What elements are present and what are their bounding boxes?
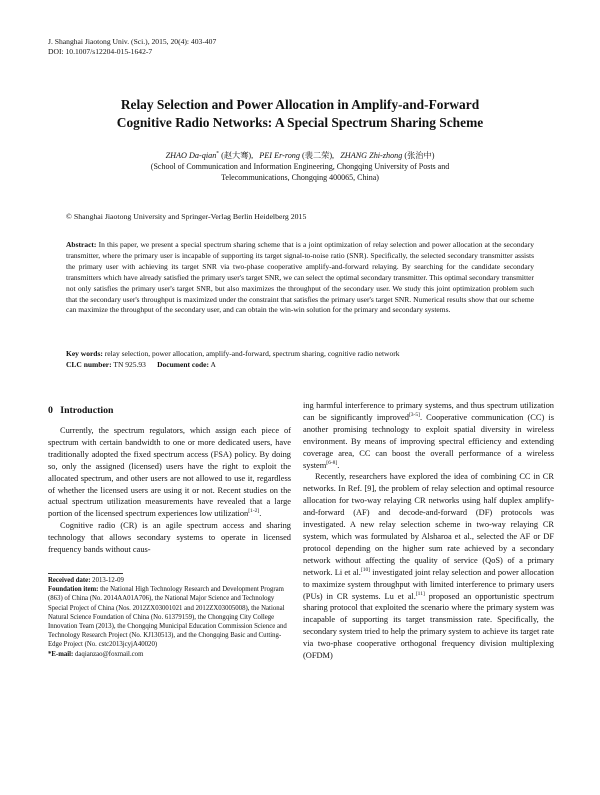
keywords-text: relay selection, power allocation, amplify-and-forward, spectrum sharing, cognitive radio network (104, 349, 400, 358)
document-code-value: A (210, 360, 216, 369)
journal-doi: DOI: 10.1007/s12204-015-1642-7 (48, 47, 153, 56)
left-column (48, 425, 291, 556)
keywords-label: Key words: (66, 349, 103, 358)
footnote-rule (48, 573, 123, 574)
paragraph: ing harmful interference to primary systems, and thus spectrum utilization can be significantly improved[3-5]. Cooperative communication (CC) is another promising technology to exploit spatial diversity in wireless environment. By means of improving spectral efficiency and extending coverage area, CC can boost the overall performance of a wireless system[6-8]. (303, 401, 554, 470)
author-list (40, 150, 560, 161)
abstract-text: In this paper, we present a special spectrum sharing scheme that is a joint optimization of relay selection and power allocation at the secondary transmitter, where the primary user is incapable of supporting its target signal-to-noise ratio (SNR). Specifically, the selected secondary transmitter assists the primary user with achieving its target SNR via two-phase cooperative amplify-and-forward relaying. By searching for the candidate secondary transmitters which have already satisfied the primary user's target SNR, we can select the optimal secondary transmitter. This optimal secondary transmitter not only satisfies the primary user's target SNR, but also maximizes the throughput of the secondary user. We study this joint optimization problem such that the secondary user's throughput is maximized under the constraint that satisfies the primary user's target SNR. Numerical results show that our scheme can maximize the throughput of the secondary user, and can obtain the win-win solution for the primary and secondary systems. (66, 240, 534, 315)
section-title: Introduction (60, 405, 114, 416)
copyright-notice: © Shanghai Jiaotong University and Springer-Verlag Berlin Heidelberg 2015 (66, 212, 307, 221)
paper-title (40, 96, 560, 132)
author-1-cn: (赵大骞), (221, 151, 254, 160)
affiliation (100, 161, 500, 183)
citation-ref: [11] (415, 590, 425, 597)
clc-line (66, 360, 216, 371)
corresponding-mark: * (216, 150, 220, 157)
paragraph: Currently, the spectrum regulators, which assign each piece of spectrum with certain bandwidth to one or more dedicated users, have traditionally adopted the fixed spectrum access (FSA) policy. By doing so, only the assigned (licensed) users have the right to exploit the allocated spectrum, and other users are not allowed to use it, regardless of whether the licensed users are using it or not. Recent studies on the actual spectrum utilization measurements have revealed that a large portion of the licensed spectrum experiences low utilization[1-2]. (48, 426, 291, 519)
author-2-cn: (裴二荣), (302, 151, 335, 160)
paragraph: Cognitive radio (CR) is an agile spectrum access and sharing technology that allows secondary systems to operate in licensed frequency bands without caus- (48, 521, 291, 555)
title-line-2: Cognitive Radio Networks: A Special Spectrum Sharing Scheme (116, 115, 484, 130)
section-number: 0 (48, 405, 53, 416)
affiliation-line-1: (School of Communication and Information Engineering, Chongqing University of Posts and (150, 162, 450, 171)
clc-value: TN 925.93 (113, 360, 146, 369)
journal-header (48, 37, 216, 57)
citation-ref: [3-5] (408, 412, 420, 419)
section-heading (48, 405, 113, 416)
document-code-label: Document code: (157, 360, 210, 369)
paragraph: Recently, researchers have explored the idea of combining CC in CR networks. In Ref. [9], the problem of relay selection and optimal resource allocation for two-way relaying CR networks using half duplex amplify-and-forward (AF) and decode-and-forward (DF) protocols was investigated. A new relay selection scheme in two-way relaying CR system, which was formulated by Alsharoa et al., selected the AF or DF protocol depending on the higher sum rate achieved by a secondary network without affecting the quality of service (QoS) of a primary network. Li et al.[10] investigated joint relay selection and power allocation to maximize system throughput with limited interference to primary users (PUs) in CR systems. Lu et al.[11] proposed an opportunistic spectrum sharing protocol that exploited the scenario where the primary system was incapable of supporting its target transmission rate. Specifically, the secondary system tried to help the primary system to achieve its target rate via two-phase cooperative orthogonal frequency division multiplexing (OFDM) (303, 472, 554, 661)
author-1: ZHAO Da-qian (165, 151, 217, 160)
author-2: PEI Er-rong (259, 151, 300, 160)
footnote (48, 576, 291, 659)
journal-citation: J. Shanghai Jiaotong Univ. (Sci.), 2015, 20(4): 403-407 (48, 37, 217, 46)
clc-label: CLC number: (66, 360, 112, 369)
author-3-cn: (张治中) (404, 151, 435, 160)
title-line-1: Relay Selection and Power Allocation in Amplify-and-Forward (120, 97, 480, 112)
citation-ref: [1-2] (248, 508, 260, 515)
email: *E-mail: daqianzao@foxmail.com (48, 650, 144, 658)
author-3: ZHANG Zhi-zhong (340, 151, 403, 160)
right-column (303, 400, 554, 662)
citation-ref: [6-8] (326, 459, 338, 466)
citation-ref: [10] (360, 566, 371, 573)
abstract (66, 240, 534, 316)
foundation-item: Foundation item: the National High Technology Research and Development Program (863) of China (No. 2014AA01A706), the National Major Science and Technology Special Project of China (Nos. 2012ZX03001021 and 2012ZX03005008), the National Natural Science Foundation of China (No. 61379159), the Chongqing City College Innovation Team (2013), the Chongqing Municipal Education Commission Science and Technology Research Project (No. KJ130513), and the Chongqing Basic and Cutting-Edge Project (No. cstc2013jcyjA40020) (48, 586, 287, 649)
abstract-label: Abstract: (66, 240, 97, 249)
keywords (66, 349, 534, 360)
received-date: Received date: 2013-12-09 (48, 577, 124, 584)
affiliation-line-2: Telecommunications, Chongqing 400065, China) (221, 173, 379, 182)
